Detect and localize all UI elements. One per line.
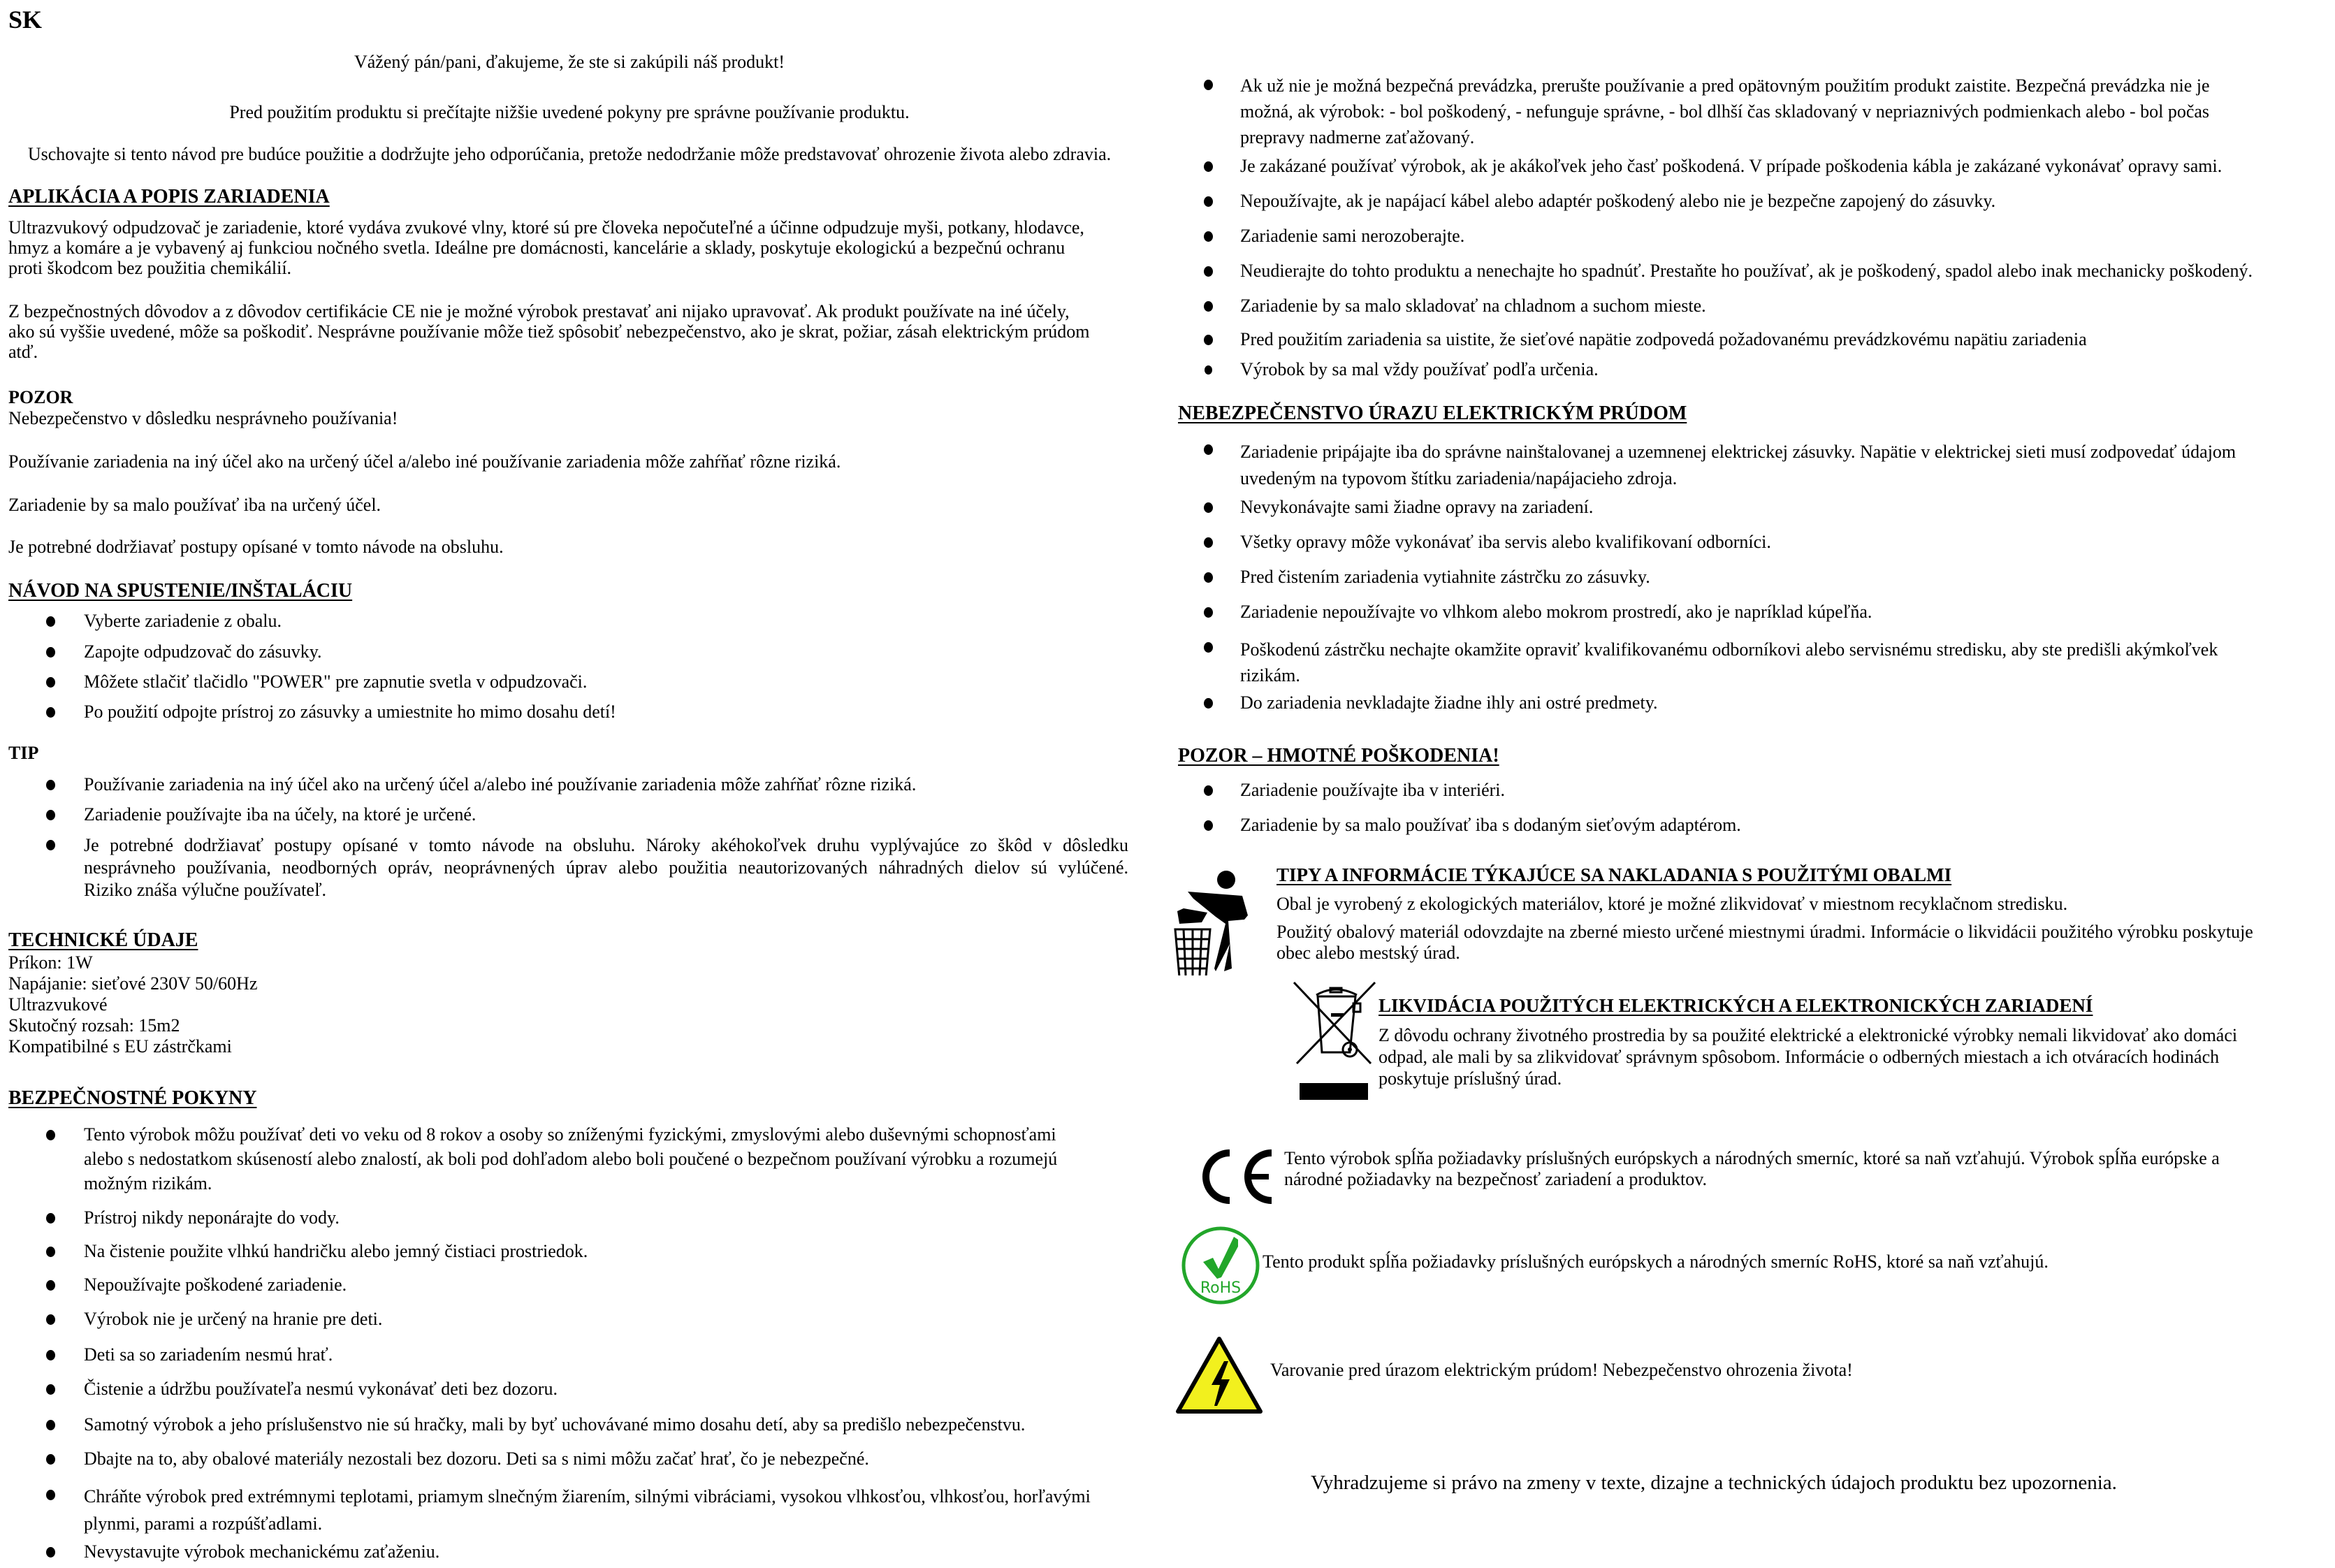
application-paragraph-1: Ultrazvukový odpudzovač je zariadenie, ktoré vydáva zvukové vlny, ktoré sú pre človeka nepočuteľné a účinne odpudzuje myši, potkany, hlodavce, hmyz a komáre a je vybavený aj funkciou nočného svetla. Ideálne pre domácnosti, kancelárie a sklady, poskytuje ekologickú a bezpečnú ochranu proti škodcom bez použitia chemikálií. (8, 217, 1084, 278)
list-item: Čistenie a údržbu používateľa nesmú vykonávať deti bez dozoru. (84, 1379, 558, 1399)
intro-read-before: Pred použitím produktu si prečítajte nižšie uvedené pokyny pre správne používanie produktu. (229, 102, 910, 122)
rohs-check-icon (1181, 1226, 1260, 1305)
caution-line: Je potrebné dodržiavať postupy opísané v tomto návode na obsluhu. (8, 537, 504, 557)
language-code: SK (8, 6, 43, 34)
list-item: Výrobok nie je určený na hranie pre deti. (84, 1309, 383, 1329)
bullet-icon (1204, 301, 1213, 312)
bullet-icon (46, 616, 55, 627)
list-item: Zariadenie by sa malo používať iba s dodaným sieťovým adaptérom. (1240, 815, 1741, 835)
list-item: Vyberte zariadenie z obalu. (84, 611, 282, 631)
high-voltage-warning-icon (1175, 1336, 1263, 1414)
section-heading-weee: LIKVIDÁCIA POUŽITÝCH ELEKTRICKÝCH A ELEKTRONICKÝCH ZARIADENÍ (1379, 995, 2093, 1016)
list-item: Nevystavujte výrobok mechanickému zaťaženiu. (84, 1541, 440, 1562)
bullet-icon (46, 1247, 55, 1257)
list-item: Nepoužívajte, ak je napájací kábel alebo adaptér poškodený alebo nie je bezpečne zapojený do zásuvky. (1240, 191, 1996, 211)
bullet-icon (46, 677, 55, 688)
intro-keep-manual: Uschovajte si tento návod pre budúce použitie a dodržujte jeho odporúčania, pretože nedodržanie môže predstavovať ohrozenie života alebo zdravia. (27, 144, 1112, 164)
list-item: Prístroj nikdy neponárajte do vody. (84, 1207, 340, 1228)
litter-bin-icon (1174, 871, 1251, 975)
list-item: Môžete stlačiť tlačidlo "POWER" pre zapnutie svetla v odpudzovači. (84, 672, 588, 692)
bullet-icon (46, 1490, 55, 1500)
application-paragraph-2: Z bezpečnostných dôvodov a z dôvodov certifikácie CE nie je možné výrobok prestavať ani nijako upravovať. Ak produkt používate na iné účely, ako sú vyššie uvedené, môže sa poškodiť. Nesprávne používanie môže tiež spôsobiť nebezpečenstvo, ako je skrat, požiar, zásah elektrickým prúdom atď. (8, 301, 1090, 362)
list-item: Neudierajte do tohto produktu a nenechajte ho spadnúť. Prestaňte ho používať, ak je poškodený, spadol alebo inak mechanicky poškodený. (1240, 261, 2253, 281)
list-item: Používanie zariadenia na iný účel ako na určený účel a/alebo iné používanie zariadenia môže zahŕňať rôzne riziká. (84, 774, 917, 794)
list-item: Je zakázané používať výrobok, ak je akákoľvek jeho časť poškodená. V prípade poškodenia kábla je zakázané vykonávať opravy sami. (1240, 156, 2223, 176)
bullet-icon (1204, 502, 1213, 513)
list-item: Poškodenú zástrčku nechajte okamžite opraviť kvalifikovanému odborníkovi alebo servisnému stredisku, aby ste predišli akýmkoľvek rizikám. (1240, 639, 2218, 685)
list-item: Všetky opravy môže vykonávať iba servis alebo kvalifikovaní odborníci. (1240, 532, 1771, 552)
rohs-logo-text: RoHS (1200, 1279, 1242, 1297)
bullet-icon (1204, 537, 1213, 548)
bullet-icon (46, 1454, 55, 1465)
rohs-statement: Tento produkt spĺňa požiadavky príslušných európskych a národných smerníc RoHS, ktoré sa naň vzťahujú. (1263, 1251, 2049, 1272)
packaging-paragraph-1: Obal je vyrobený z ekologických materiálov, ktoré je možné zlikvidovať v miestnom recyklačnom stredisku. (1276, 894, 2068, 914)
crossed-out-bin-icon (1293, 981, 1379, 1101)
bullet-icon (1204, 820, 1213, 831)
intro-greeting: Vážený pán/pani, ďakujeme, že ste si zakúpili náš produkt! (354, 52, 785, 72)
ce-mark-icon (1196, 1149, 1274, 1205)
list-item: Nepoužívajte poškodené zariadenie. (84, 1275, 347, 1295)
spec-supply: Napájanie: sieťové 230V 50/60Hz (8, 973, 258, 994)
list-item: Do zariadenia nevkladajte žiadne ihly ani ostré predmety. (1240, 692, 1658, 713)
bullet-icon (1204, 335, 1213, 345)
bullet-icon (1204, 196, 1213, 207)
section-heading-safety: BEZPEČNOSTNÉ POKYNY (8, 1087, 257, 1109)
bullet-icon (46, 1420, 55, 1430)
list-item: Zapojte odpudzovač do zásuvky. (84, 641, 322, 662)
list-item: Chráňte výrobok pred extrémnymi teplotami, priamym slnečným žiarením, silnými vibráciami, vysokou vlhkosťou, vlhkosťou, horľavými plynmi, parami a rozpúšťadlami. (84, 1486, 1091, 1534)
section-heading-technical: TECHNICKÉ ÚDAJE (8, 929, 198, 951)
bullet-icon (1204, 572, 1213, 583)
shock-warning-text: Varovanie pred úrazom elektrickým prúdom! Nebezpečenstvo ohrozenia života! (1270, 1360, 1853, 1380)
list-item: Deti sa so zariadením nesmú hrať. (84, 1344, 333, 1365)
list-item: Zariadenie používajte iba na účely, na ktoré je určené. (84, 804, 477, 825)
list-item: Na čistenie použite vlhkú handričku alebo jemný čistiaci prostriedok. (84, 1241, 588, 1261)
list-item: Samotný výrobok a jeho príslušenstvo nie sú hračky, mali by byť uchovávané mimo dosahu detí, aby sa predišlo nebezpečenstvu. (84, 1414, 1026, 1435)
list-item: Zariadenie nepoužívajte vo vlhkom alebo mokrom prostredí, ako je napríklad kúpeľňa. (1240, 602, 1872, 622)
bullet-icon (1204, 231, 1213, 242)
list-item: Zariadenie používajte iba v interiéri. (1240, 780, 1505, 800)
bullet-icon (1205, 365, 1212, 375)
list-item: Zariadenie sami nerozoberajte. (1240, 226, 1465, 246)
bullet-icon (1204, 785, 1213, 796)
spec-range: Skutočný rozsah: 15m2 (8, 1015, 180, 1036)
bullet-icon (1204, 444, 1213, 455)
list-item: Pred použitím zariadenia sa uistite, že sieťové napätie zodpovedá požadovanému prevádzkovému napätiu zariadenia (1240, 329, 2087, 349)
bullet-icon (46, 1384, 55, 1395)
bullet-icon (46, 1547, 55, 1558)
disclaimer: Vyhradzujeme si právo na zmeny v texte, dizajne a technických údajoch produktu bez upozornenia. (1311, 1472, 2117, 1494)
bullet-icon (46, 707, 55, 718)
caution-line: Nebezpečenstvo v dôsledku nesprávneho používania! (8, 408, 398, 428)
caution-line: Používanie zariadenia na iný účel ako na určený účel a/alebo iné používanie zariadenia môže zahŕňať rôzne riziká. (8, 451, 841, 472)
tip-label: TIP (8, 743, 39, 763)
list-item: Nevykonávajte sami žiadne opravy na zariadení. (1240, 497, 1594, 517)
list-item: Zariadenie pripájajte iba do správne nainštalovanej a uzemnenej elektrickej zásuvky. Napätie v elektrickej sieti musí zodpovedať údajom uvedeným na typovom štítku zariadenia/napájacieho zdroja. (1240, 442, 2236, 488)
spec-power: Príkon: 1W (8, 952, 93, 973)
bullet-icon (46, 1213, 55, 1224)
packaging-paragraph-2: Použitý obalový materiál odovzdajte na zberné miesto určené miestnymi úradmi. Informácie o likvidácii použitého výrobku poskytuje obec alebo mestský úrad. (1276, 922, 2253, 963)
list-item: Pred čistením zariadenia vytiahnite zástrčku zo zásuvky. (1240, 567, 1650, 587)
bullet-icon (46, 1350, 55, 1360)
bullet-icon (46, 647, 55, 658)
list-item: Dbajte na to, aby obalové materiály nezostali bez dozoru. Deti sa s nimi môžu začať hrať, čo je nebezpečné. (84, 1449, 869, 1469)
bullet-icon (1204, 698, 1213, 709)
list-item: Zariadenie by sa malo skladovať na chladnom a suchom mieste. (1240, 296, 1706, 316)
bullet-icon (46, 840, 55, 850)
bullet-icon (1204, 607, 1213, 618)
section-heading-startup: NÁVOD NA SPUSTENIE/INŠTALÁCIU (8, 580, 353, 602)
bullet-icon (1204, 80, 1213, 90)
section-heading-electric: NEBEZPEČENSTVO ÚRAZU ELEKTRICKÝM PRÚDOM (1178, 402, 1687, 424)
list-item: Je potrebné dodržiavať postupy opísané v tomto návode na obsluhu. Nároky akéhokoľvek druhu vyplývajúce zo škôd v dôsledku nesprávneho používania, neodborných opráv, neoprávnených úprav alebo použitia neautorizovaných náhradných dielov sú vylúčené. Riziko znáša výlučne používateľ. (84, 835, 1128, 900)
bullet-icon (1204, 642, 1213, 653)
list-item: Tento výrobok môžu používať deti vo veku od 8 rokov a osoby so zníženými fyzickými, zmyslovými alebo duševnými schopnosťami alebo s nedostatkom skúseností alebo znalostí, ak boli pod dohľadom alebo boli poučené o bezpečnom používaní výrobku a rozumejú možným rizikám. (84, 1124, 1058, 1193)
section-heading-property-damage: POZOR – HMOTNÉ POŠKODENIA! (1178, 745, 1499, 767)
bullet-icon (46, 1314, 55, 1325)
bullet-icon (46, 1280, 55, 1291)
bullet-icon (1204, 266, 1213, 277)
section-heading-packaging: TIPY A INFORMÁCIE TÝKAJÚCE SA NAKLADANIA S POUŽITÝMI OBALMI (1276, 864, 1952, 885)
list-item: Po použití odpojte prístroj zo zásuvky a umiestnite ho mimo dosahu detí! (84, 702, 616, 722)
bullet-icon (46, 1130, 55, 1140)
spec-type: Ultrazvukové (8, 994, 108, 1015)
caution-label: POZOR (8, 387, 73, 407)
technical-specs (8, 952, 257, 1057)
list-item: Výrobok by sa mal vždy používať podľa určenia. (1240, 359, 1599, 379)
list-item: Ak už nie je možná bezpečná prevádzka, prerušte používanie a pred opätovným použitím produkt zaistite. Bezpečná prevádzka nie je možná, ak výrobok: - bol poškodený, - nefunguje správne, - bol dlhší čas skladovaný v nepriaznivých podmienkach alebo - bol počas prepravy nadmerne zaťažovaný. (1240, 75, 2210, 147)
weee-paragraph: Z dôvodu ochrany životného prostredia by sa použité elektrické a elektronické výrobky nemali likvidovať ako domáci odpad, ale mali by sa zlikvidovať správnym spôsobom. Informácie o odberných miestach a ich otváracích hodinách poskytuje príslušný úrad. (1379, 1025, 2238, 1089)
bullet-icon (46, 810, 55, 820)
caution-line: Zariadenie by sa malo používať iba na určený účel. (8, 495, 381, 515)
bullet-icon (46, 780, 55, 790)
section-heading-application: APLIKÁCIA A POPIS ZARIADENIA (8, 186, 330, 208)
spec-plug: Kompatibilné s EU zástrčkami (8, 1036, 232, 1057)
ce-statement: Tento výrobok spĺňa požiadavky príslušných európskych a národných smerníc, ktoré sa naň vzťahujú. Výrobok spĺňa európske a národné požiadavky na bezpečnosť zariadení a produktov. (1284, 1148, 2220, 1189)
bullet-icon (1204, 161, 1213, 172)
